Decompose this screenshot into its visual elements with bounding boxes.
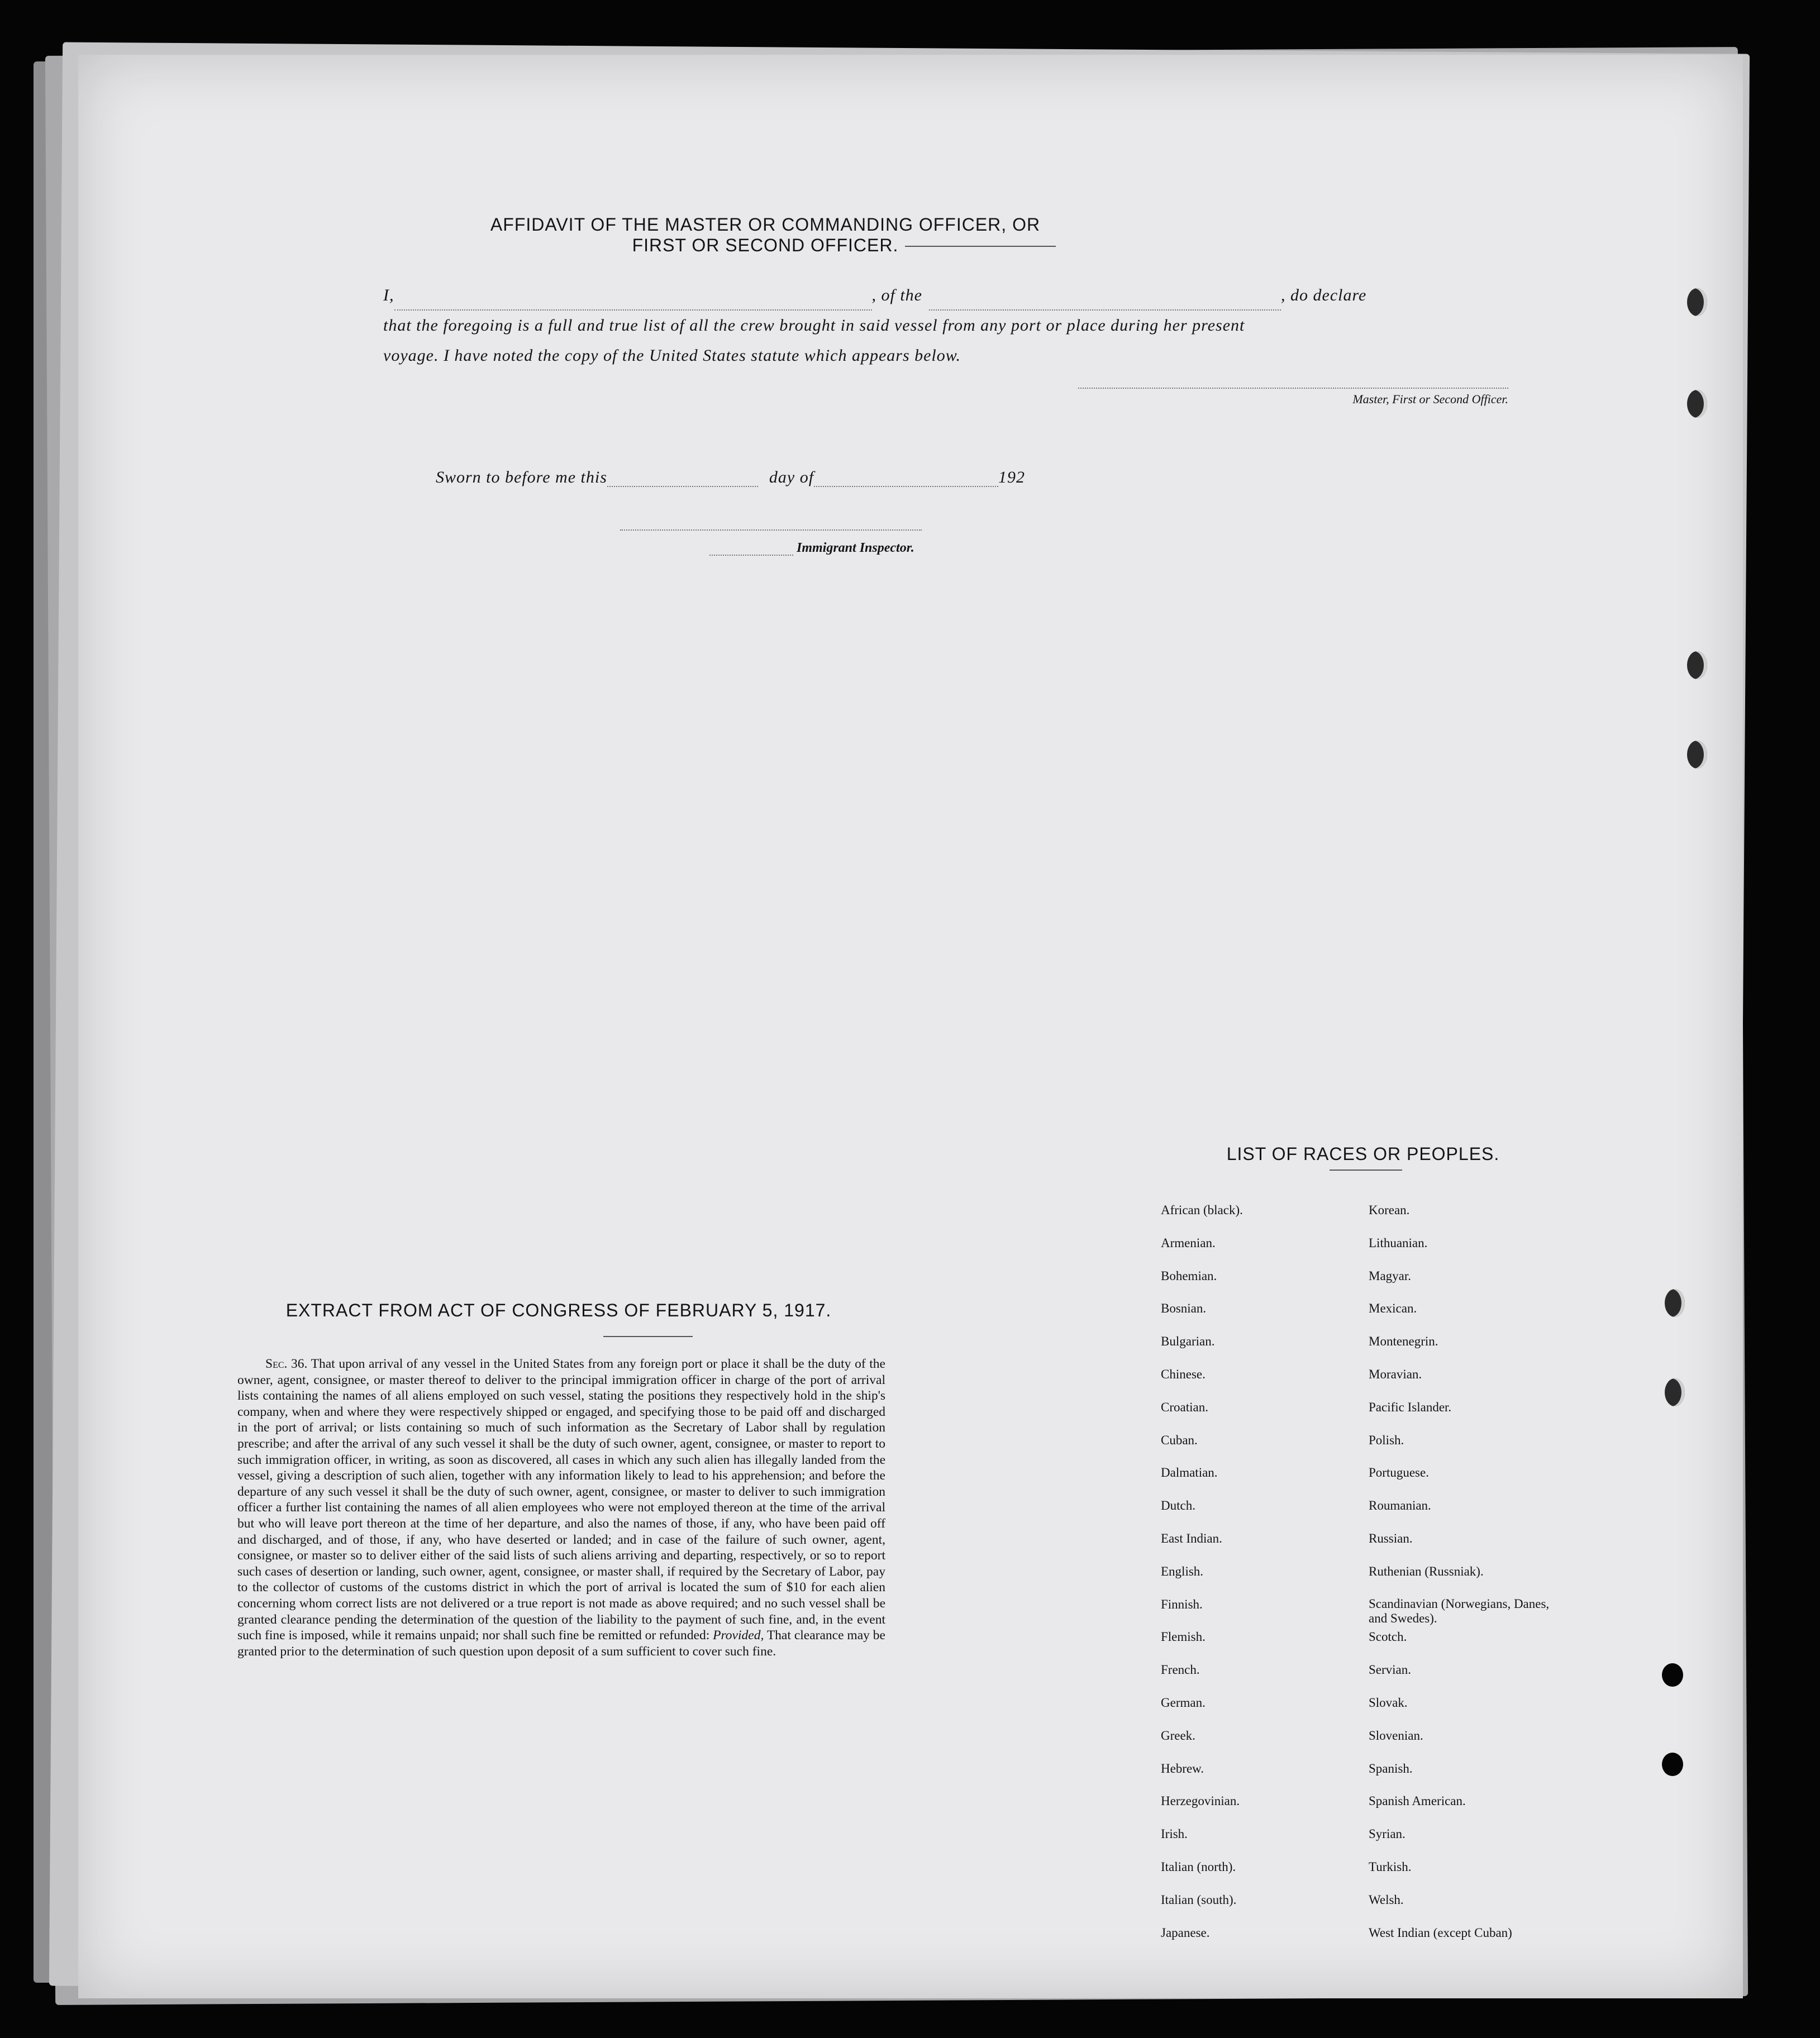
race-item: Magyar. [1369, 1268, 1412, 1283]
race-item: Polish. [1369, 1433, 1404, 1447]
inspector-label-text: Immigrant Inspector. [797, 541, 914, 555]
sworn-day-of: day of [769, 468, 814, 486]
race-item: Croatian. [1161, 1400, 1208, 1414]
race-item: Dalmatian. [1161, 1466, 1218, 1480]
document-page [78, 55, 1743, 1998]
inspector-line-lead [709, 555, 793, 556]
race-item: Spanish. [1369, 1761, 1413, 1776]
affidavit-title: AFFIDAVIT OF THE MASTER OR COMMANDING OFFICER, OR FIRST OR SECOND OFFICER. [490, 214, 1041, 255]
race-item: Greek. [1161, 1728, 1195, 1743]
vessel-name-field[interactable] [929, 293, 1281, 311]
race-item: Pacific Islander. [1369, 1400, 1452, 1414]
extract-text-part2: That clearance may be granted prior to the determination of such question upon deposit of a sum sufficient to cover such fine. [237, 1628, 885, 1659]
race-item: Turkish. [1369, 1859, 1412, 1874]
punch-hole [1687, 741, 1707, 769]
sworn-year: 192 [998, 468, 1026, 486]
declaration-do-declare: , do declare [1281, 286, 1367, 304]
punch-hole [1687, 288, 1707, 316]
race-item: Finnish. [1161, 1597, 1203, 1611]
race-item: German. [1161, 1695, 1206, 1710]
race-item: Montenegrin. [1369, 1334, 1438, 1349]
race-item: West Indian (except Cuban) [1369, 1925, 1512, 1940]
race-item: Italian (south). [1161, 1892, 1237, 1907]
sworn-statement [436, 468, 1025, 487]
sworn-month-field[interactable] [814, 469, 998, 487]
race-item: African (black). [1161, 1203, 1243, 1217]
race-item: Cuban. [1161, 1433, 1198, 1447]
declaration-line-2: that the foregoing is a full and true list of all the crew brought in said vessel from any port or place during her present [383, 316, 1245, 335]
race-item: Roumanian. [1369, 1498, 1431, 1513]
affidavit-declaration [383, 280, 1523, 371]
race-item: Chinese. [1161, 1367, 1206, 1381]
race-item: Bosnian. [1161, 1301, 1207, 1316]
race-item: Mexican. [1369, 1301, 1417, 1316]
race-item: French. [1161, 1663, 1200, 1677]
punch-hole [1665, 1289, 1685, 1317]
race-item: Irish. [1161, 1827, 1188, 1841]
sworn-day-field[interactable] [607, 469, 758, 487]
punch-hole [1687, 390, 1707, 418]
provided-word: Provided, [713, 1628, 764, 1643]
punch-hole [1662, 1753, 1683, 1776]
title-divider [905, 246, 1056, 247]
race-item: Scandinavian (Norwegians, Danes, and Swedes). [1369, 1596, 1550, 1625]
race-item: Spanish American. [1369, 1794, 1466, 1808]
race-item: Syrian. [1369, 1827, 1406, 1841]
officer-signature-line[interactable] [1078, 388, 1508, 389]
punch-hole [1662, 1663, 1683, 1687]
race-item: Japanese. [1161, 1925, 1210, 1940]
race-item: Korean. [1369, 1203, 1410, 1217]
section-label: Sec. 36. [265, 1357, 308, 1371]
races-divider [1330, 1170, 1402, 1171]
races-title: LIST OF RACES OR PEOPLES. [1226, 1144, 1500, 1164]
race-item: Flemish. [1161, 1630, 1206, 1644]
extract-text-part1: That upon arrival of any vessel in the United States from any foreign port or place it shall be the duty of the owner, agent, consignee, or master thereof to deliver to the principal immigration officer in charge of the port of arrival lists containing the names of all aliens employed on such vessel, stating the positions they respectively hold in the ship's company, when and where they were respectively shipped or engaged, and specifying those to be paid off and discharged in the port of arrival; or lists containing so much of such information as the Secretary of Labor shall by regulation prescribe; and after the arrival of any such vessel it shall be the duty of such owner, agent, consignee, or master to report to such immigration officer, in writing, as soon as discovered, all cases in which any such alien has illegally landed from the vessel, giving a description of such alien, together with any information likely to lead to his apprehension; and before the departure of any such vessel it shall be the duty of such owner, agent, consignee, or master to deliver to such immigration officer a further list containing the names of all alien employees who were not employed thereon at the time of the arrival but who will leave port thereon at the time of her departure, and also the names of those, if any, who have been paid off and discharged, and of those, if any, who have deserted or landed; and in case of the failure of such owner, agent, consignee, or master so to deliver either of the said lists of such aliens arriving and departing, respectively, or so to report such cases of desertion or landing, such owner, agent, consignee, or master shall, if required by the Secretary of Labor, pay to the collector of customs of the customs district in which the port of arrival is located the sum of $10 for each alien concerning whom correct lists are not delivered or a true report is not made as above required; and no such vessel shall be granted clearance pending the determination of the question of the liability to the payment of such fine, and, in the event such fine is imposed, while it remains unpaid; nor shall such fine be remitted or refunded: [237, 1357, 885, 1643]
punch-hole [1687, 651, 1707, 679]
race-item: Ruthenian (Russniak). [1369, 1564, 1484, 1578]
sworn-prefix: Sworn to before me this [436, 468, 607, 486]
race-item: Bohemian. [1161, 1268, 1217, 1283]
race-item: Scotch. [1369, 1630, 1407, 1644]
extract-body [237, 1356, 885, 1659]
race-item: English. [1161, 1564, 1204, 1578]
race-item: Bulgarian. [1161, 1334, 1215, 1349]
punch-hole [1665, 1378, 1685, 1406]
declaration-line-3: voyage. I have noted the copy of the United States statute which appears below. [383, 346, 961, 365]
race-item: Moravian. [1369, 1367, 1422, 1381]
race-item: Dutch. [1161, 1498, 1195, 1513]
declaration-prefix: I, [383, 286, 394, 304]
inspector-signature-line[interactable] [620, 529, 922, 531]
race-item: Welsh. [1369, 1892, 1404, 1907]
officer-signature-label: Master, First or Second Officer. [1352, 392, 1508, 406]
races-list-right [1369, 1202, 1559, 1958]
race-item: Slovenian. [1369, 1728, 1423, 1743]
race-item: Slovak. [1369, 1695, 1408, 1710]
race-item: East Indian. [1161, 1531, 1222, 1545]
officer-name-field[interactable] [394, 293, 872, 311]
race-item: Russian. [1369, 1531, 1413, 1545]
extract-divider [603, 1336, 693, 1337]
race-item: Hebrew. [1161, 1761, 1204, 1776]
inspector-label [709, 541, 914, 556]
declaration-of-the: , of the [871, 286, 922, 304]
race-item: Portuguese. [1369, 1466, 1429, 1480]
race-item: Lithuanian. [1369, 1235, 1428, 1250]
race-item: Armenian. [1161, 1235, 1216, 1250]
extract-title: EXTRACT FROM ACT OF CONGRESS OF FEBRUARY 5, 1917. [285, 1300, 832, 1320]
race-item: Herzegovinian. [1161, 1794, 1240, 1808]
race-item: Servian. [1369, 1663, 1412, 1677]
races-list-left [1161, 1202, 1243, 1958]
race-item: Italian (north). [1161, 1859, 1236, 1874]
